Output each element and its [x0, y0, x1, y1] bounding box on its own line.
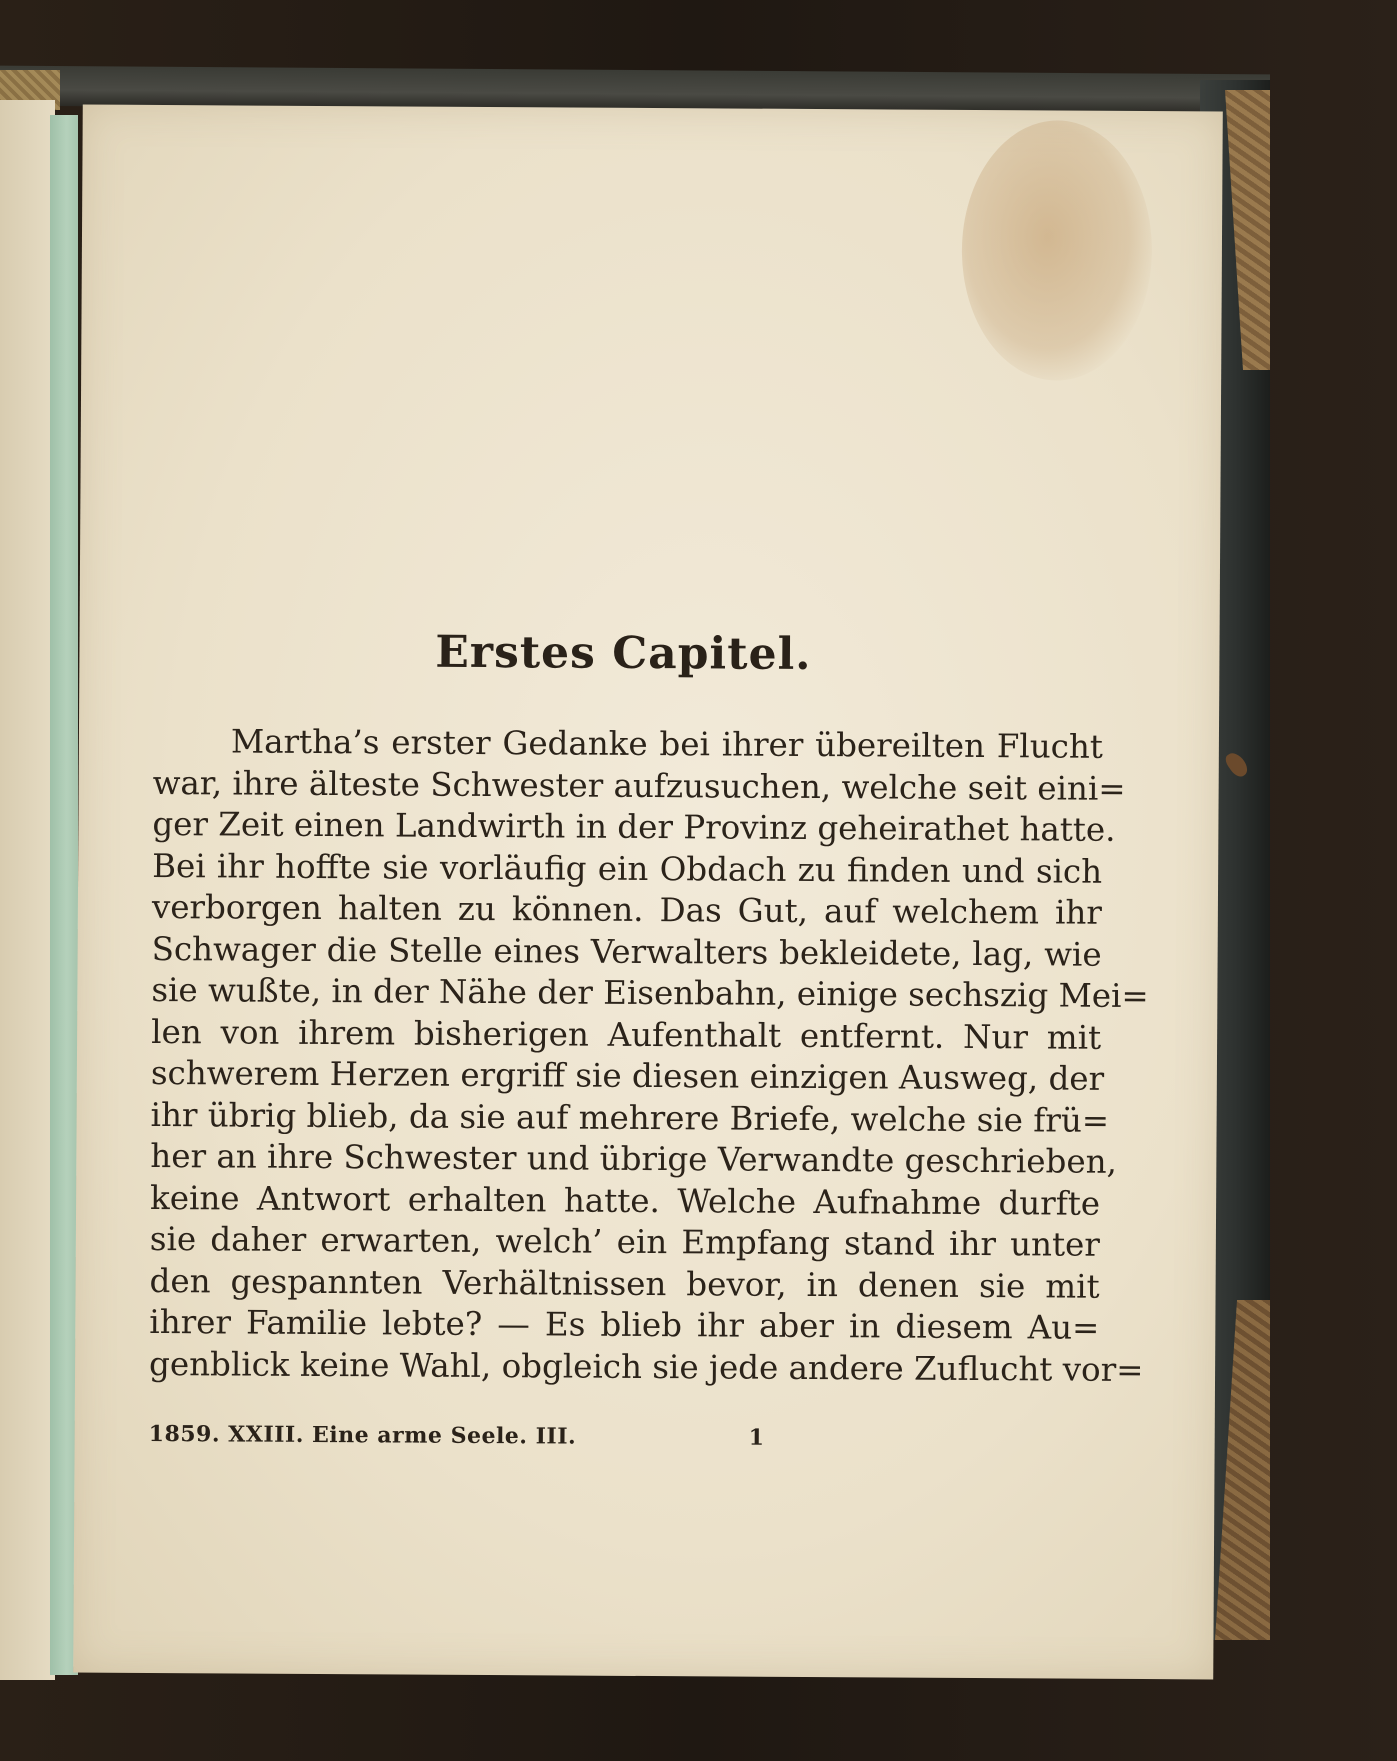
water-stain	[961, 120, 1153, 381]
text-line: schwerem Herzen ergriff sie diesen einzigen Ausweg, der	[150, 1053, 1105, 1098]
body-text	[148, 721, 1149, 1391]
facing-page-edge	[0, 100, 55, 1680]
text-line: den gespannten Verhältnissen bevor, in denen sie mit	[149, 1261, 1100, 1306]
text-line: ger Zeit einen Landwirth in der Provinz geheirathet hatte.	[152, 804, 1116, 849]
text-line: ihrer Familie lebte? — Es blieb ihr aber in diesem Au=	[149, 1302, 1100, 1347]
text-line: her an ihre Schwester und übrige Verwandte geschrieben,	[150, 1136, 1118, 1181]
page-footer	[148, 1420, 1089, 1451]
text-line: Martha’s erster Gedanke bei ihrer übereilten Flucht	[230, 722, 1104, 766]
text-line: ihr übrig blieb, da sie auf mehrere Briefe, welche sie frü=	[150, 1095, 1110, 1140]
text-line: Schwager die Stelle eines Verwalters bekleidete, lag, wie	[151, 929, 1102, 974]
text-line: verborgen halten zu können. Das Gut, auf welchem ihr	[151, 887, 1102, 932]
text-line: sie wußte, in der Nähe der Eisenbahn, einige sechszig Mei=	[151, 970, 1149, 1016]
book-page	[73, 105, 1223, 1680]
text-line: len von ihrem bisherigen Aufenthalt entfernt. Nur mit	[151, 1012, 1102, 1057]
page-number: 1	[748, 1424, 765, 1451]
text-line: war, ihre älteste Schwester aufzusuchen, welche seit eini=	[152, 763, 1126, 808]
text-line: Bei ihr hoffte sie vorläufig ein Obdach zu finden und sich	[152, 846, 1103, 891]
text-line: sie daher erwarten, welch’ ein Empfang stand ihr unter	[149, 1219, 1100, 1264]
text-line: genblick keine Wahl, obgleich sie jede andere Zuflucht vor=	[148, 1344, 1144, 1389]
chapter-title: Erstes Capitel.	[435, 626, 812, 680]
text-line: keine Antwort erhalten hatte. Welche Aufnahme durfte	[150, 1178, 1101, 1223]
printer-signature: 1859. XXIII. Eine arme Seele. III.	[148, 1420, 577, 1450]
